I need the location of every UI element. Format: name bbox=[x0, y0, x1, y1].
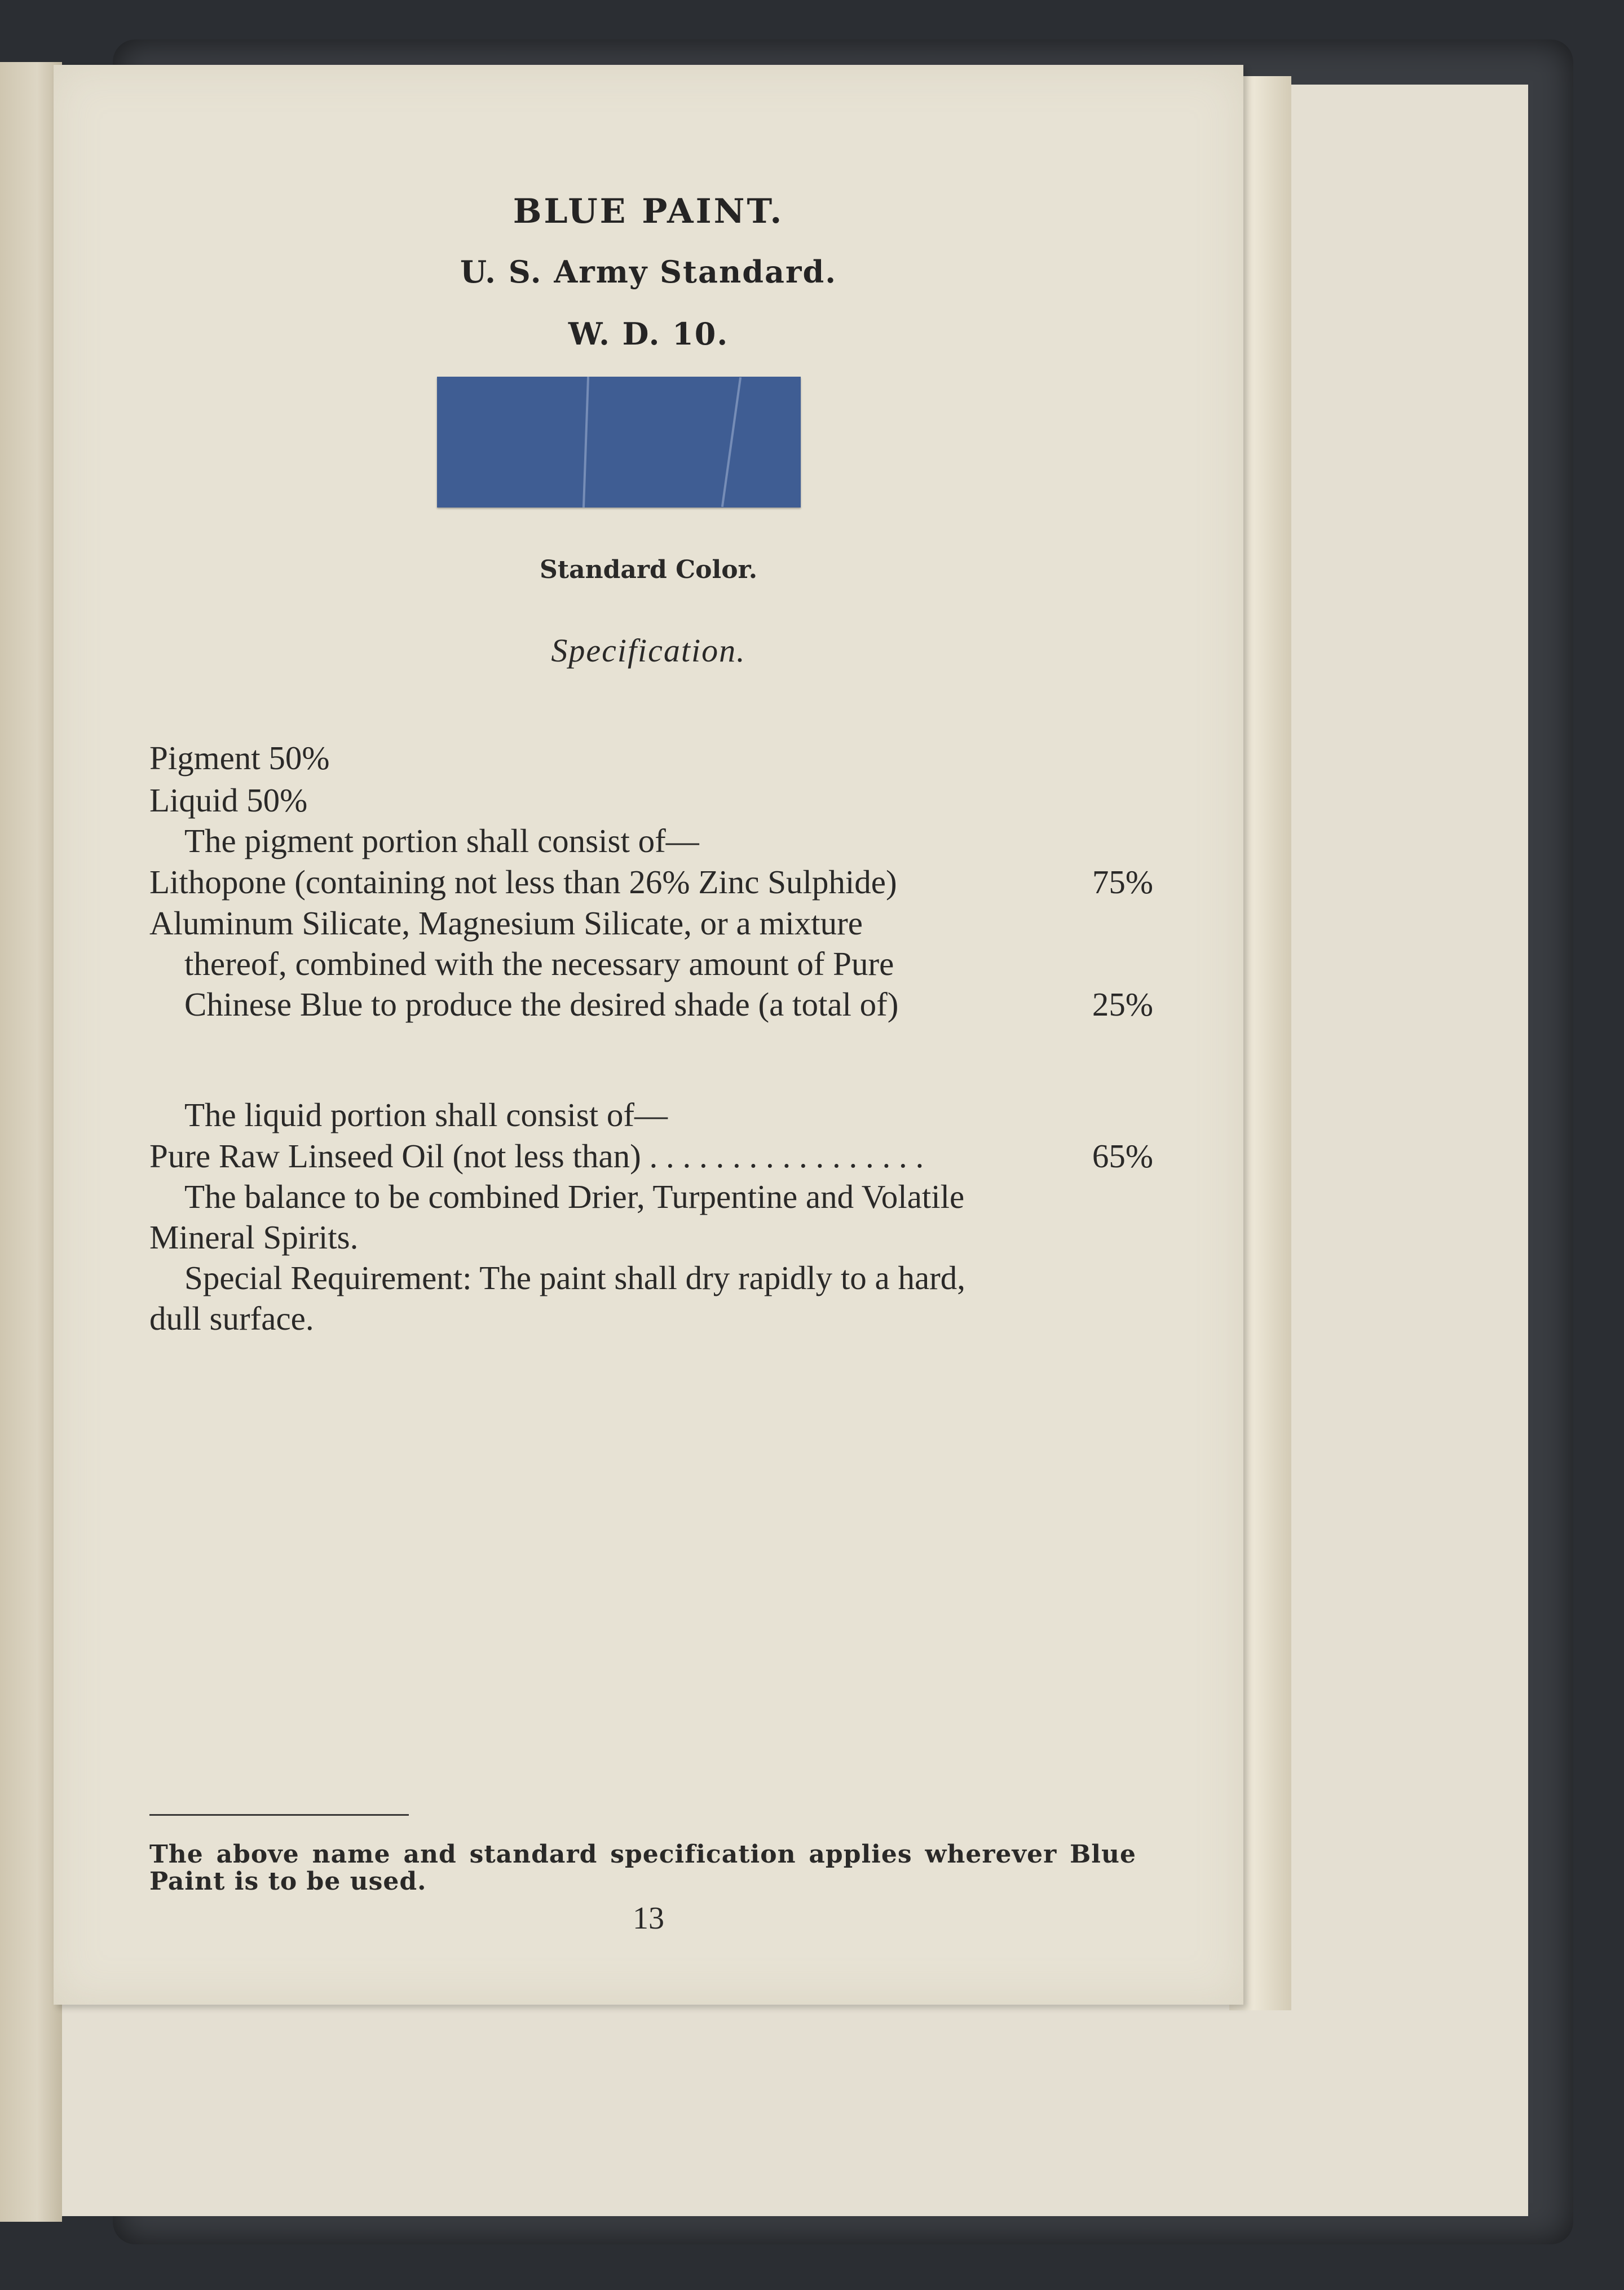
pigment-intro: The pigment portion shall consist of— bbox=[184, 822, 699, 859]
footnote-rule bbox=[149, 1814, 409, 1816]
lithopone-line: Lithopone (containing not less than 26% Zinc Sulphide) bbox=[149, 863, 897, 901]
footnote: The above name and standard specification applies wherever Blue Paint is to be used. bbox=[149, 1840, 1136, 1896]
silicate-percent: 25% bbox=[1092, 986, 1153, 1023]
liquid-line: Liquid 50% bbox=[149, 782, 308, 819]
swatch-crack bbox=[721, 377, 742, 507]
liquid-intro: The liquid portion shall consist of— bbox=[184, 1096, 668, 1133]
pigment-line: Pigment 50% bbox=[149, 739, 330, 776]
special-line-2: dull surface. bbox=[149, 1300, 314, 1337]
silicate-line-1: Aluminum Silicate, Magnesium Silicate, or a mixture bbox=[149, 904, 863, 942]
balance-line-2: Mineral Spirits. bbox=[149, 1219, 359, 1256]
balance-line-1: The balance to be combined Drier, Turpentine and Volatile bbox=[184, 1178, 965, 1215]
page-subtitle: U. S. Army Standard. bbox=[460, 254, 837, 290]
silicate-line-3: Chinese Blue to produce the desired shade (a total of) bbox=[184, 986, 899, 1023]
swatch-crack bbox=[582, 377, 589, 508]
linseed-percent: 65% bbox=[1092, 1137, 1153, 1175]
swatch-caption: Standard Color. bbox=[539, 555, 758, 584]
special-line-1: Special Requirement: The paint shall dry rapidly to a hard, bbox=[184, 1259, 966, 1296]
page-title: BLUE PAINT. bbox=[513, 192, 784, 231]
book-page bbox=[54, 65, 1243, 2005]
color-swatch bbox=[437, 377, 801, 508]
standard-code: W. D. 10. bbox=[568, 316, 729, 352]
silicate-line-2: thereof, combined with the necessary amount of Pure bbox=[184, 945, 894, 982]
linseed-line: Pure Raw Linseed Oil (not less than) . . . . . . . . . . . . . . . . . bbox=[149, 1137, 924, 1175]
page-number: 13 bbox=[633, 1901, 664, 1936]
specification-heading: Specification. bbox=[551, 632, 746, 669]
lithopone-percent: 75% bbox=[1092, 863, 1153, 901]
facing-page-edge bbox=[0, 62, 62, 2222]
